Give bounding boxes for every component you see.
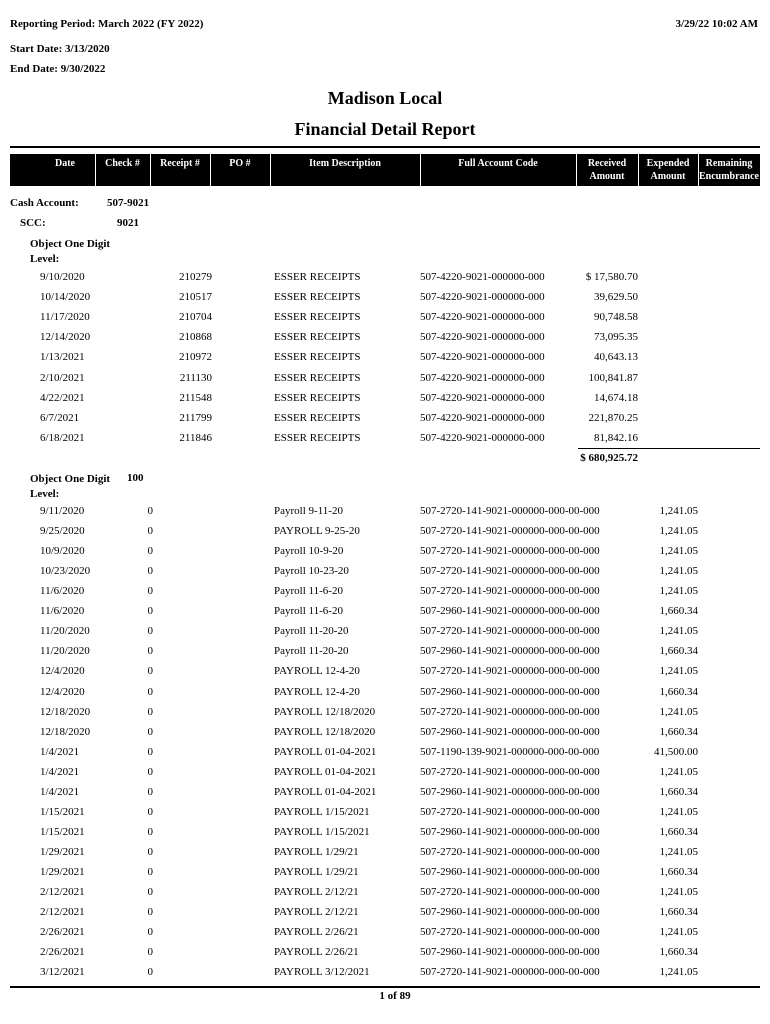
table-row xyxy=(0,806,770,826)
row-account-code: 507-4220-9021-000000-000 xyxy=(420,411,545,424)
row-item-description: PAYROLL 01-04-2021 xyxy=(274,785,377,798)
row-check-number: 0 xyxy=(147,785,153,798)
row-expended-amount: 1,241.05 xyxy=(659,565,698,578)
row-account-code: 507-2720-141-9021-000000-000-00-000 xyxy=(420,545,600,558)
row-check-number: 0 xyxy=(147,585,153,598)
row-date: 10/9/2020 xyxy=(40,545,85,558)
table-row xyxy=(0,625,770,645)
reporting-period: Reporting Period: March 2022 (FY 2022) xyxy=(10,18,204,30)
row-date: 6/18/2021 xyxy=(40,431,85,444)
table-row xyxy=(0,866,770,886)
row-check-number: 0 xyxy=(147,645,153,658)
row-expended-amount: 1,241.05 xyxy=(659,625,698,638)
row-expended-amount: 1,241.05 xyxy=(659,665,698,678)
row-date: 9/25/2020 xyxy=(40,525,85,538)
table-row xyxy=(0,706,770,726)
row-item-description: PAYROLL 3/12/2021 xyxy=(274,966,370,979)
row-receipt-number: 211799 xyxy=(179,411,212,424)
table-row xyxy=(0,565,770,585)
group1-total-rule xyxy=(578,448,760,449)
table-row xyxy=(0,786,770,806)
row-date: 1/29/2021 xyxy=(40,846,85,859)
row-item-description: PAYROLL 01-04-2021 xyxy=(274,765,377,778)
row-item-description: ESSER RECEIPTS xyxy=(274,331,361,344)
row-expended-amount: 1,241.05 xyxy=(659,525,698,538)
row-received-amount: $ 17,580.70 xyxy=(585,271,638,283)
row-expended-amount: 1,660.34 xyxy=(659,685,698,698)
row-check-number: 0 xyxy=(147,966,153,979)
row-item-description: Payroll 9-11-20 xyxy=(274,505,343,517)
row-item-description: ESSER RECEIPTS xyxy=(274,291,361,304)
row-expended-amount: 1,241.05 xyxy=(659,846,698,859)
row-expended-amount: 1,241.05 xyxy=(659,545,698,558)
row-account-code: 507-4220-9021-000000-000 xyxy=(420,331,545,344)
row-expended-amount: 1,241.05 xyxy=(659,805,698,818)
col-date: Date xyxy=(55,158,75,169)
column-header-bar xyxy=(10,154,760,186)
row-received-amount: 90,748.58 xyxy=(594,311,638,324)
row-account-code: 507-2720-141-9021-000000-000-00-000 xyxy=(420,886,600,899)
end-date: End Date: 9/30/2022 xyxy=(10,63,106,75)
row-check-number: 0 xyxy=(147,926,153,939)
row-check-number: 0 xyxy=(147,705,153,718)
cash-account-label: Cash Account: xyxy=(10,197,79,209)
row-expended-amount: 1,660.34 xyxy=(659,725,698,738)
row-item-description: PAYROLL 12/18/2020 xyxy=(274,725,376,738)
group1-total: $ 680,925.72 xyxy=(580,452,638,464)
row-expended-amount: 41,500.00 xyxy=(654,745,698,758)
row-date: 1/4/2021 xyxy=(40,785,80,798)
table-row xyxy=(0,686,770,706)
row-account-code: 507-4220-9021-000000-000 xyxy=(420,371,545,384)
row-received-amount: 14,674.18 xyxy=(594,391,638,404)
row-receipt-number: 211130 xyxy=(179,371,212,384)
row-check-number: 0 xyxy=(147,906,153,919)
row-account-code: 507-2720-141-9021-000000-000-00-000 xyxy=(420,926,600,939)
row-account-code: 507-2960-141-9021-000000-000-00-000 xyxy=(420,785,600,798)
row-date: 1/15/2021 xyxy=(40,805,85,818)
row-item-description: ESSER RECEIPTS xyxy=(274,271,361,283)
row-receipt-number: 210279 xyxy=(179,271,212,283)
row-date: 12/18/2020 xyxy=(40,705,91,718)
row-account-code: 507-2720-141-9021-000000-000-00-000 xyxy=(420,846,600,859)
row-check-number: 0 xyxy=(147,725,153,738)
row-item-description: PAYROLL 2/12/21 xyxy=(274,886,359,899)
row-check-number: 0 xyxy=(147,886,153,899)
row-receipt-number: 211846 xyxy=(179,431,212,444)
row-receipt-number: 210972 xyxy=(179,351,212,364)
row-account-code: 507-2720-141-9021-000000-000-00-000 xyxy=(420,765,600,778)
row-date: 2/12/2021 xyxy=(40,906,85,919)
row-account-code: 507-2720-141-9021-000000-000-00-000 xyxy=(420,705,600,718)
row-check-number: 0 xyxy=(147,605,153,618)
col-remaining-encumbrance: Remaining Encumbrance xyxy=(699,158,759,182)
row-expended-amount: 1,660.34 xyxy=(659,605,698,618)
table-row xyxy=(0,726,770,746)
table-row xyxy=(0,966,770,986)
row-check-number: 0 xyxy=(147,946,153,959)
row-check-number: 0 xyxy=(147,805,153,818)
row-date: 10/14/2020 xyxy=(40,291,91,304)
row-date: 2/26/2021 xyxy=(40,946,85,959)
row-item-description: PAYROLL 2/12/21 xyxy=(274,906,359,919)
row-item-description: ESSER RECEIPTS xyxy=(274,311,361,324)
group1-label: Object One Digit Level: xyxy=(30,238,111,265)
row-received-amount: 73,095.35 xyxy=(594,331,638,344)
row-account-code: 507-4220-9021-000000-000 xyxy=(420,291,545,304)
row-account-code: 507-2960-141-9021-000000-000-00-000 xyxy=(420,605,600,618)
row-account-code: 507-2960-141-9021-000000-000-00-000 xyxy=(420,685,600,698)
table-row xyxy=(0,351,770,371)
table-row xyxy=(0,291,770,311)
table-row xyxy=(0,665,770,685)
row-check-number: 0 xyxy=(147,825,153,838)
row-item-description: PAYROLL 2/26/21 xyxy=(274,946,359,959)
row-date: 11/6/2020 xyxy=(40,585,85,598)
row-expended-amount: 1,241.05 xyxy=(659,585,698,598)
row-check-number: 0 xyxy=(147,866,153,879)
col-check: Check # xyxy=(105,158,140,169)
row-item-description: PAYROLL 1/29/21 xyxy=(274,866,359,879)
row-account-code: 507-2960-141-9021-000000-000-00-000 xyxy=(420,645,600,658)
table-row xyxy=(0,331,770,351)
row-date: 11/20/2020 xyxy=(40,645,90,658)
row-received-amount: 221,870.25 xyxy=(588,411,638,424)
row-date: 1/15/2021 xyxy=(40,825,85,838)
col-received-amount: Received Amount xyxy=(587,158,627,182)
row-expended-amount: 1,660.34 xyxy=(659,866,698,879)
row-item-description: PAYROLL 1/15/2021 xyxy=(274,805,370,818)
table-row xyxy=(0,271,770,291)
row-date: 11/6/2020 xyxy=(40,605,85,618)
row-item-description: ESSER RECEIPTS xyxy=(274,351,361,364)
row-account-code: 507-2960-141-9021-000000-000-00-000 xyxy=(420,906,600,919)
row-item-description: ESSER RECEIPTS xyxy=(274,411,361,424)
table-row xyxy=(0,311,770,331)
row-date: 12/4/2020 xyxy=(40,685,85,698)
row-account-code: 507-2960-141-9021-000000-000-00-000 xyxy=(420,825,600,838)
row-date: 10/23/2020 xyxy=(40,565,91,578)
group2-label: Object One Digit Level: xyxy=(30,473,111,500)
row-date: 1/4/2021 xyxy=(40,765,80,778)
table-row xyxy=(0,505,770,525)
table-row xyxy=(0,545,770,565)
row-item-description: Payroll 11-20-20 xyxy=(274,645,349,658)
table-row xyxy=(0,946,770,966)
table-row xyxy=(0,746,770,766)
row-item-description: ESSER RECEIPTS xyxy=(274,391,361,404)
row-item-description: PAYROLL 12-4-20 xyxy=(274,665,360,678)
row-received-amount: 81,842.16 xyxy=(594,431,638,444)
row-account-code: 507-4220-9021-000000-000 xyxy=(420,391,545,404)
row-expended-amount: 1,241.05 xyxy=(659,505,698,517)
row-account-code: 507-2960-141-9021-000000-000-00-000 xyxy=(420,946,600,959)
row-item-description: Payroll 10-23-20 xyxy=(274,565,349,578)
row-expended-amount: 1,660.34 xyxy=(659,645,698,658)
row-item-description: Payroll 11-6-20 xyxy=(274,585,343,598)
row-account-code: 507-1190-139-9021-000000-000-00-000 xyxy=(420,745,600,758)
row-expended-amount: 1,660.34 xyxy=(659,946,698,959)
row-date: 1/29/2021 xyxy=(40,866,85,879)
row-date: 2/10/2021 xyxy=(40,371,85,384)
row-item-description: PAYROLL 1/29/21 xyxy=(274,846,359,859)
table-row xyxy=(0,392,770,412)
col-po: PO # xyxy=(229,158,251,169)
row-account-code: 507-2720-141-9021-000000-000-00-000 xyxy=(420,805,600,818)
row-expended-amount: 1,241.05 xyxy=(659,886,698,899)
row-date: 9/10/2020 xyxy=(40,271,85,283)
row-account-code: 507-2960-141-9021-000000-000-00-000 xyxy=(420,725,600,738)
row-account-code: 507-4220-9021-000000-000 xyxy=(420,311,545,324)
row-check-number: 0 xyxy=(147,685,153,698)
row-check-number: 0 xyxy=(147,765,153,778)
row-item-description: Payroll 11-20-20 xyxy=(274,625,349,638)
row-item-description: PAYROLL 12/18/2020 xyxy=(274,705,376,718)
row-account-code: 507-2720-141-9021-000000-000-00-000 xyxy=(420,665,600,678)
row-item-description: PAYROLL 12-4-20 xyxy=(274,685,360,698)
footer-rule xyxy=(10,986,760,988)
col-full-account-code: Full Account Code xyxy=(458,158,538,169)
row-account-code: 507-2720-141-9021-000000-000-00-000 xyxy=(420,625,600,638)
table-row xyxy=(0,605,770,625)
row-item-description: PAYROLL 2/26/21 xyxy=(274,926,359,939)
row-expended-amount: 1,241.05 xyxy=(659,966,698,979)
row-expended-amount: 1,241.05 xyxy=(659,926,698,939)
row-received-amount: 39,629.50 xyxy=(594,291,638,304)
row-item-description: PAYROLL 01-04-2021 xyxy=(274,745,377,758)
scc-value: 9021 xyxy=(117,217,139,229)
row-check-number: 0 xyxy=(147,665,153,678)
row-date: 1/4/2021 xyxy=(40,745,80,758)
row-account-code: 507-2720-141-9021-000000-000-00-000 xyxy=(420,565,600,578)
row-date: 11/20/2020 xyxy=(40,625,90,638)
table-row xyxy=(0,906,770,926)
table-row xyxy=(0,372,770,392)
row-date: 12/4/2020 xyxy=(40,665,85,678)
row-received-amount: 40,643.13 xyxy=(594,351,638,364)
row-expended-amount: 1,660.34 xyxy=(659,825,698,838)
row-check-number: 0 xyxy=(147,525,153,538)
table-row xyxy=(0,585,770,605)
row-account-code: 507-2720-141-9021-000000-000-00-000 xyxy=(420,505,600,517)
row-check-number: 0 xyxy=(147,846,153,859)
group2-code: 100 xyxy=(127,472,144,484)
table-row xyxy=(0,412,770,432)
row-receipt-number: 210868 xyxy=(179,331,212,344)
row-received-amount: 100,841.87 xyxy=(588,371,638,384)
row-expended-amount: 1,660.34 xyxy=(659,785,698,798)
row-date: 2/26/2021 xyxy=(40,926,85,939)
row-item-description: Payroll 11-6-20 xyxy=(274,605,343,618)
title-rule xyxy=(10,146,760,148)
col-receipt: Receipt # xyxy=(160,158,200,169)
table-row xyxy=(0,886,770,906)
row-date: 4/22/2021 xyxy=(40,391,85,404)
row-expended-amount: 1,241.05 xyxy=(659,705,698,718)
row-date: 1/13/2021 xyxy=(40,351,85,364)
table-row xyxy=(0,645,770,665)
report-timestamp: 3/29/22 10:02 AM xyxy=(675,18,758,30)
row-receipt-number: 211548 xyxy=(179,391,212,404)
table-row xyxy=(0,525,770,545)
row-date: 6/7/2021 xyxy=(40,411,80,424)
row-item-description: Payroll 10-9-20 xyxy=(274,545,344,558)
row-receipt-number: 210517 xyxy=(179,291,212,304)
col-expended-amount: Expended Amount xyxy=(646,158,690,182)
organization-name: Madison Local xyxy=(327,88,443,108)
row-check-number: 0 xyxy=(147,505,153,517)
row-item-description: ESSER RECEIPTS xyxy=(274,371,361,384)
row-check-number: 0 xyxy=(147,545,153,558)
row-item-description: ESSER RECEIPTS xyxy=(274,431,361,444)
row-item-description: PAYROLL 9-25-20 xyxy=(274,525,360,538)
row-account-code: 507-4220-9021-000000-000 xyxy=(420,351,545,364)
row-account-code: 507-2720-141-9021-000000-000-00-000 xyxy=(420,966,600,979)
row-expended-amount: 1,241.05 xyxy=(659,765,698,778)
table-row xyxy=(0,846,770,866)
row-check-number: 0 xyxy=(147,565,153,578)
row-date: 12/14/2020 xyxy=(40,331,91,344)
report-title: Financial Detail Report xyxy=(294,119,476,139)
col-item-description: Item Description xyxy=(309,158,381,169)
row-account-code: 507-2960-141-9021-000000-000-00-000 xyxy=(420,866,600,879)
row-check-number: 0 xyxy=(147,625,153,638)
row-date: 9/11/2020 xyxy=(40,505,85,517)
row-check-number: 0 xyxy=(147,745,153,758)
table-row xyxy=(0,926,770,946)
row-date: 3/12/2021 xyxy=(40,966,85,979)
start-date: Start Date: 3/13/2020 xyxy=(10,43,110,55)
row-receipt-number: 210704 xyxy=(179,311,212,324)
row-date: 11/17/2020 xyxy=(40,311,90,324)
cash-account-value: 507-9021 xyxy=(107,197,150,209)
row-account-code: 507-2720-141-9021-000000-000-00-000 xyxy=(420,585,600,598)
row-date: 12/18/2020 xyxy=(40,725,91,738)
row-account-code: 507-4220-9021-000000-000 xyxy=(420,431,545,444)
table-row xyxy=(0,826,770,846)
row-account-code: 507-2720-141-9021-000000-000-00-000 xyxy=(420,525,600,538)
page-number: 1 of 89 xyxy=(379,990,411,1002)
row-expended-amount: 1,660.34 xyxy=(659,906,698,919)
table-row xyxy=(0,766,770,786)
row-item-description: PAYROLL 1/15/2021 xyxy=(274,825,370,838)
row-account-code: 507-4220-9021-000000-000 xyxy=(420,271,545,283)
row-date: 2/12/2021 xyxy=(40,886,85,899)
scc-label: SCC: xyxy=(20,217,46,229)
